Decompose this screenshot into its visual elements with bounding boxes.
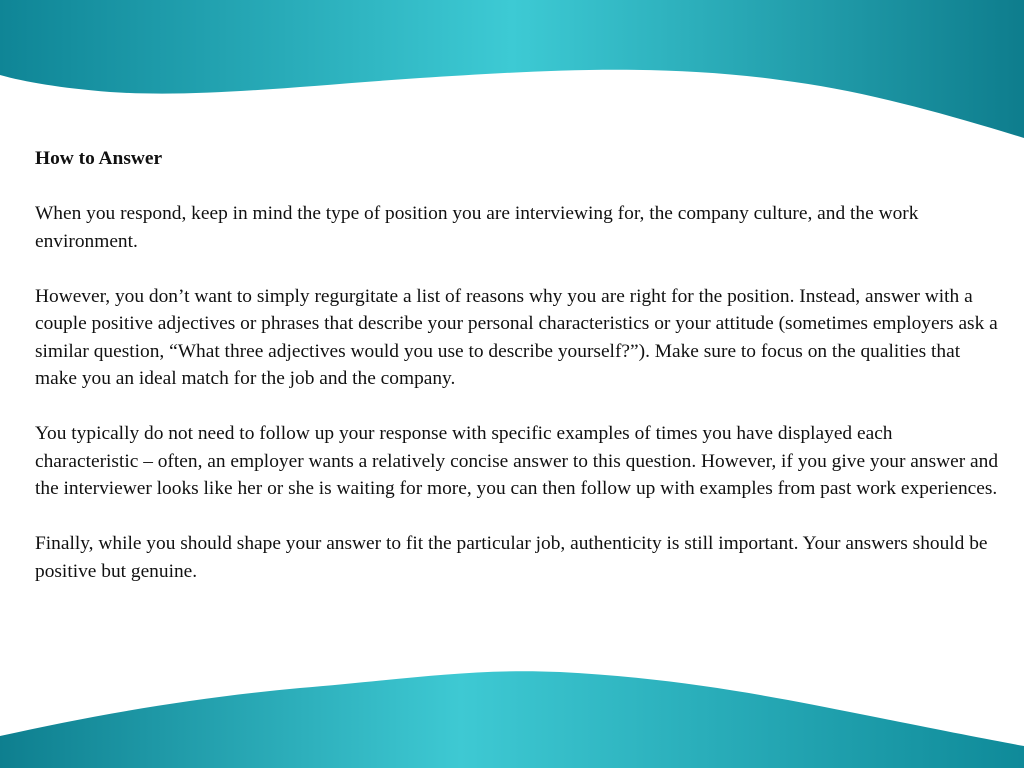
paragraph-authenticity: Finally, while you should shape your answer to fit the particular job, authenticity is still important. Your answers should be positive but genuine.: [35, 533, 988, 582]
slide-content: [35, 145, 1000, 613]
paragraph-context: When you respond, keep in mind the type of position you are interviewing for, the company culture, and the work environment.: [35, 203, 919, 252]
top-wave-decoration: [0, 0, 1024, 150]
slide-heading: How to Answer: [35, 148, 163, 169]
paragraph-examples: You typically do not need to follow up your response with specific examples of times you have displayed each characteristic – often, an employer wants a relatively concise answer to this question. However, if you give your answer and the interviewer looks like her or she is waiting for more, you can then follow up with examples from past work experiences.: [35, 423, 999, 499]
paragraph-adjectives: However, you don’t want to simply regurgitate a list of reasons why you are right for the position. Instead, answer with a couple positive adjectives or phrases that describe your personal characteristics or your attitude (sometimes employers ask a similar question, “What three adjectives would you use to describe yourself?”). Make sure to focus on the qualities that make you an ideal match for the job and the company.: [35, 285, 998, 389]
bottom-wave-decoration: [0, 658, 1024, 768]
